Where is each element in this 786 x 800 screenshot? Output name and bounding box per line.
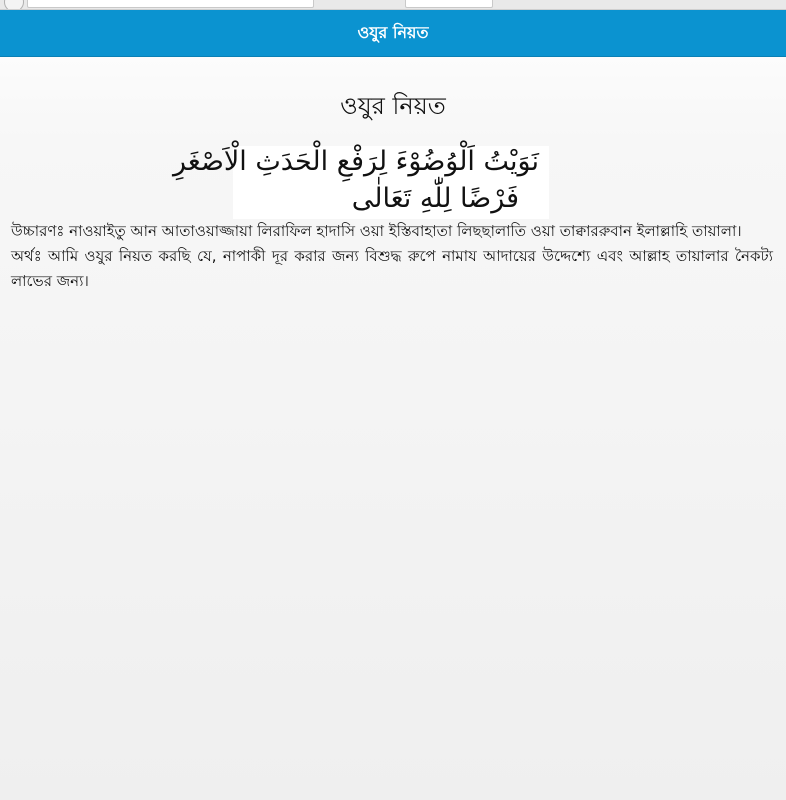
browser-address-field[interactable] [27, 0, 314, 8]
main-content [0, 57, 786, 290]
pronunciation-text: উচ্চারণঃ নাওয়াইতু আন আতাওয়াজ্জায়া লিরাফিল হাদাসি ওয়া ইস্তিবাহাতা লিছছালাতি ওয়া তাক্বাররুবান ইলাল্লাহি তায়ালা। [11, 222, 742, 240]
header-title: ওযুর নিয়ত [357, 22, 429, 42]
app-header [0, 10, 786, 57]
page-title: ওযুর নিয়ত [340, 92, 446, 120]
arabic-line-2: فَرْضًا لِلّٰهِ تَعَالٰى [351, 183, 519, 214]
browser-search-field[interactable] [405, 0, 493, 8]
article-body [11, 219, 773, 294]
arabic-dua-image [173, 146, 549, 219]
arabic-line-1: نَوَيْتُ اَلْوُضُوْءَ لِرَفْعِ الْحَدَثِ الْاَصْغَرِ [173, 146, 539, 177]
browser-back-icon[interactable] [4, 0, 24, 10]
meaning-text: অর্থঃ আমি ওযুর নিয়ত করছি যে, নাপাকী দূর করার জন্য বিশুদ্ধ রুপে নামায আদায়ের উদ্দেশ্যে এবং আল্লাহ তায়ালার নৈকট্য লাভের জন্য। [11, 247, 773, 290]
browser-toolbar [0, 0, 786, 10]
